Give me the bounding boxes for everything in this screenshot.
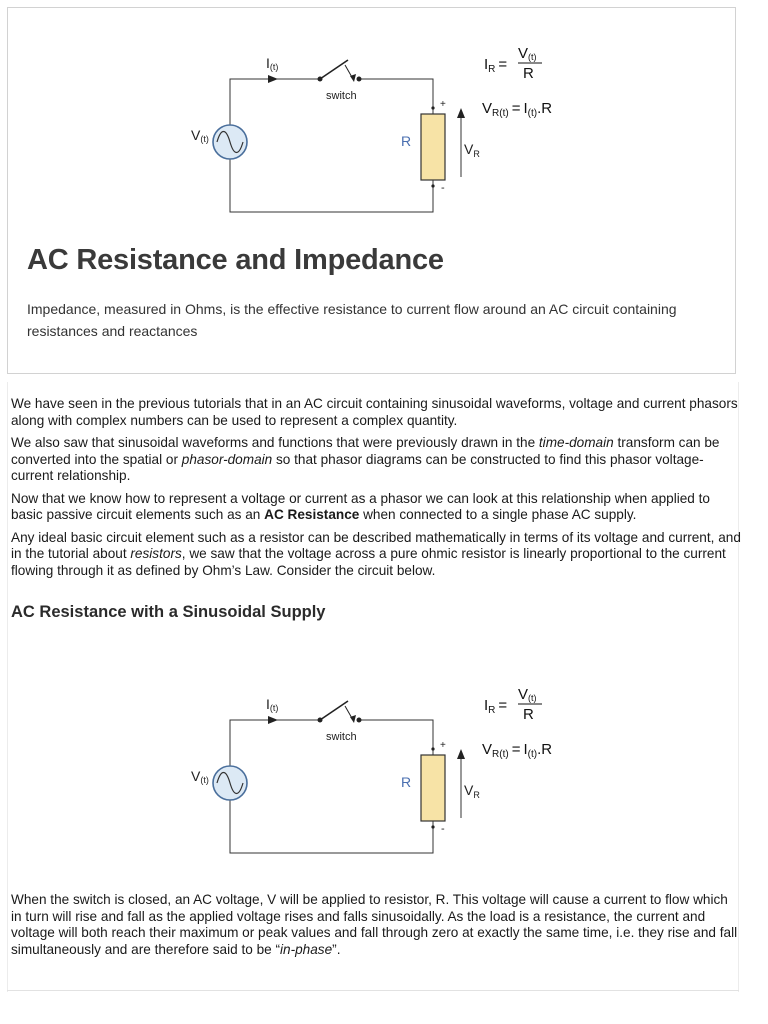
resistor-label: R	[401, 133, 412, 149]
term-time-domain: time-domain	[538, 435, 614, 450]
content-border-left	[7, 382, 8, 992]
minus-sign: -	[441, 823, 445, 835]
minus-sign: -	[441, 182, 445, 194]
circuit-diagram-top	[168, 36, 598, 226]
content-border-bottom	[7, 990, 739, 991]
page-description: Impedance, measured in Ohms, is the effective resistance to current flow around an AC circuit containing resistances and reactances	[27, 301, 677, 339]
equation-current: $I_R$ =	[484, 56, 508, 75]
symbol-v: V	[267, 892, 277, 907]
source-label: V(t)	[191, 768, 209, 785]
equation-current: $I_R$ =	[484, 697, 508, 716]
current-label: I(t)	[266, 696, 279, 713]
equation-numerator: V(t)	[518, 45, 537, 62]
equation-numerator: V(t)	[518, 686, 537, 703]
circuit-svg-bottom	[168, 677, 598, 862]
equation-voltage: $V_{R(t)} = I_{(t)}.R$	[482, 100, 553, 119]
header-card[interactable]	[7, 7, 736, 374]
equation-voltage: $V_{R(t)} = I_{(t)}.R$	[482, 741, 553, 760]
resistor-label: R	[401, 774, 412, 790]
equation-denominator: R	[523, 65, 534, 82]
equation-denominator: R	[523, 706, 534, 723]
current-label: I(t)	[266, 55, 279, 72]
circuit-svg-top	[168, 36, 598, 221]
paragraph-3: Now that we know how to represent a voltage or current as a phasor we can look at this relationship when applied to basic passive circuit elements such as an AC Resistance when connected to a single phase AC supply.	[11, 490, 710, 522]
term-phasor-domain: phasor-domain	[181, 451, 273, 467]
term-ac-resistance: AC Resistance	[264, 507, 360, 522]
resistors-link[interactable]: resistors	[130, 546, 182, 561]
page-title[interactable]: AC Resistance and Impedance	[27, 244, 444, 276]
switch-label: switch	[326, 731, 357, 743]
paragraph-5: When the switch is closed, an AC voltage, V will be applied to resistor, R. This voltage will cause a current to flow which in turn will rise and fall as the applied voltage rises and falls sinusoidally. As the load is a resistance, the current and voltage will both reach their maximum or peak values and fall through zero at exactly the same time, i.e. they rise and fall simultaneously and are therefore said to be “in-phase”.	[11, 892, 738, 957]
paragraph-1: We have seen in the previous tutorials that in an AC circuit containing sinusoidal waveforms, voltage and current phasors along with complex numbers can be used to represent a complex quantity.	[11, 396, 738, 428]
source-label: V(t)	[191, 127, 209, 144]
resistor-symbol	[421, 114, 445, 180]
circuit-diagram-bottom	[168, 677, 598, 867]
article-body	[11, 396, 741, 622]
section-heading: AC Resistance with a Sinusoidal Supply	[11, 603, 326, 621]
vr-label: $V_R$	[464, 141, 480, 159]
resistor-symbol	[421, 755, 445, 821]
vr-label: $V_R$	[464, 782, 480, 800]
term-in-phase: in-phase	[280, 941, 333, 957]
paragraph-2: We also saw that sinusoidal waveforms and functions that were previously drawn in the time-domain transform can be converted into the spatial or phasor-domain so that phasor diagrams can be constructed to find this phasor voltage-current relationship.	[11, 435, 720, 483]
symbol-r: R	[435, 892, 446, 907]
switch-label: switch	[326, 90, 357, 102]
plus-sign: +	[440, 99, 446, 110]
plus-sign: +	[440, 740, 446, 751]
paragraph-4: Any ideal basic circuit element such as a resistor can be described mathematically in terms of its voltage and current, and in the tutorial about resistors, we saw that the voltage across a pure ohmic resistor is linearly proportional to the current flowing through it as defined by Ohm’s Law. Consider the circuit below.	[11, 529, 741, 578]
